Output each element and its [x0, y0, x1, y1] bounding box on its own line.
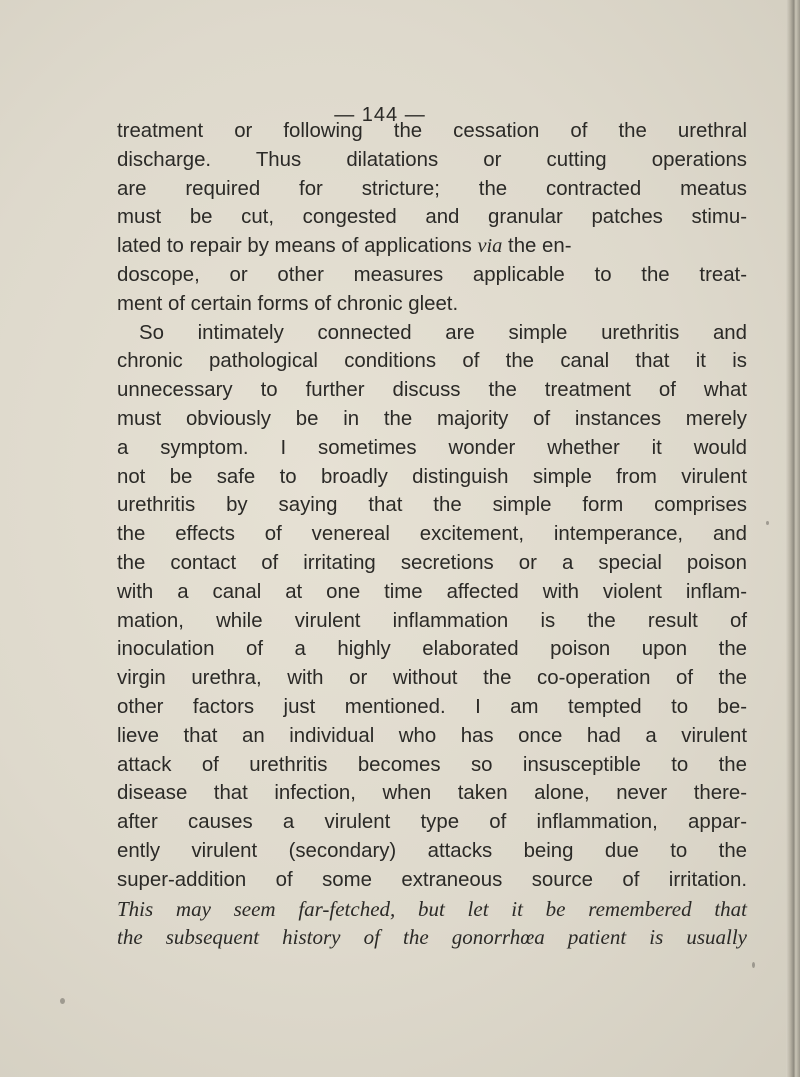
text-line: ently virulent (secondary) attacks being due to the: [117, 839, 747, 862]
text-line: the contact of irritating secretions or a special poison: [117, 551, 747, 574]
text-line: unnecessary to further discuss the treatment of what: [117, 379, 747, 402]
italic-word: via: [477, 235, 503, 258]
text-line: urethritis by saying that the simple form comprises: [117, 494, 747, 517]
text-line: other factors just mentioned. I am tempted to be-: [117, 695, 747, 718]
text-line: are required for stricture; the contracted meatus: [117, 177, 747, 200]
paper-speck: [766, 521, 769, 525]
text-segment: the en-: [502, 235, 572, 258]
text-line: disease that infection, when taken alone, never there-: [117, 782, 747, 805]
text-line: with a canal at one time affected with violent inflam-: [117, 580, 747, 603]
text-line: after causes a virulent type of inflammation, appar-: [117, 811, 747, 834]
text-line: must obviously be in the majority of instances merely: [117, 407, 747, 430]
text-line: ment of certain forms of chronic gleet.: [117, 292, 459, 315]
text-line: lieve that an individual who has once had a virulent: [117, 724, 747, 747]
text-line: [117, 232, 747, 261]
text-line: not be safe to broadly distinguish simple from virulent: [117, 465, 747, 488]
text-line: So intimately connected are simple urethritis and: [139, 321, 747, 344]
page-number: — 144 —: [334, 104, 426, 126]
text-line: super-addition of some extraneous source of irritation.: [117, 868, 747, 891]
italic-text-line: the subsequent history of the gonorrhœa patient is usually: [117, 925, 747, 950]
text-line: virgin urethra, with or without the co-operation of the: [117, 667, 747, 690]
text-line: chronic pathological conditions of the canal that it is: [117, 350, 747, 373]
text-line: attack of urethritis becomes so insusceptible to the: [117, 753, 747, 776]
text-line: must be cut, congested and granular patches stimu-: [117, 206, 747, 229]
body-text: [117, 117, 747, 952]
page-edge: [786, 0, 800, 1077]
text-line: doscope, or other measures applicable to the treat-: [117, 263, 747, 286]
paper-speck: [60, 998, 65, 1004]
text-line: a symptom. I sometimes wonder whether it would: [117, 436, 747, 459]
text-segment: lated to repair by means of applications: [117, 235, 478, 258]
text-line: the effects of venereal excitement, intemperance, and: [117, 523, 747, 546]
text-line: discharge. Thus dilatations or cutting operations: [117, 148, 747, 171]
italic-text-line: This may seem far-fetched, but let it be remembered that: [117, 896, 747, 921]
paper-speck: [752, 962, 755, 968]
text-line: mation, while virulent inflammation is the result of: [117, 609, 747, 632]
text-line: treatment or following the cessation of the urethral: [117, 120, 747, 142]
text-line: inoculation of a highly elaborated poison upon the: [117, 638, 747, 661]
